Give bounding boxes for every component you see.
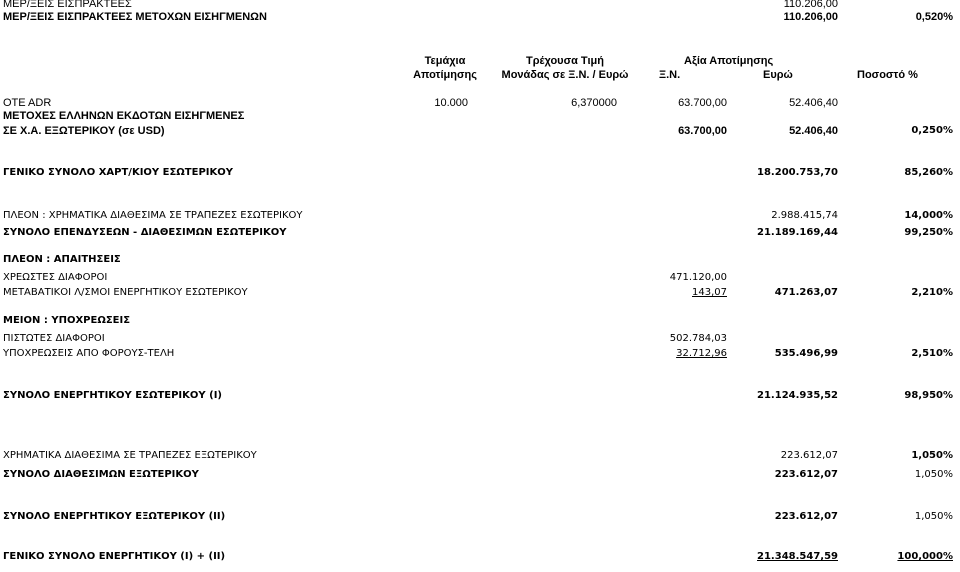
ote-adr-fx-value: 63.700,00: [678, 97, 727, 109]
creditors-value: 502.784,03: [669, 333, 727, 344]
grand-total-percent: 100,000%: [897, 551, 953, 562]
tax-liabilities-label: ΥΠΟΧΡΕΩΣΕΙΣ ΑΠΟ ΦΟΡΟΥΣ-ΤΕΛΗ: [3, 348, 175, 359]
ote-adr-quantity: 10.000: [434, 97, 468, 109]
domestic-assets-percent: 98,950%: [904, 390, 953, 401]
top-line-2-percent: 0,520%: [915, 11, 953, 23]
grand-total-value: 21.348.547,59: [757, 551, 838, 562]
receivables-heading: ΠΛΕΟΝ : ΑΠΑΙΤΗΣΕΙΣ: [3, 254, 121, 265]
tax-liabilities-value: 32.712,96: [676, 348, 727, 359]
ote-adr-eur-value: 52.406,40: [789, 97, 838, 109]
foreign-listed-fx-value: 63.700,00: [678, 125, 727, 137]
creditors-label: ΠΙΣΤΩΤΕΣ ΔΙΑΦΟΡΟΙ: [3, 333, 105, 344]
foreign-listed-label-2: ΣΕ Χ.Α. ΕΞΩΤΕΡΙΚΟΥ (σε USD): [3, 125, 165, 137]
header-value-fx: Ξ.Ν.: [659, 69, 681, 81]
investments-total-percent: 99,250%: [904, 227, 953, 238]
plus-cash-percent: 14,000%: [904, 210, 953, 221]
general-total-value: 18.200.753,70: [757, 167, 838, 178]
receivables-total-percent: 2,210%: [911, 287, 953, 298]
foreign-cash-label: ΧΡΗΜΑΤΙΚΑ ΔΙΑΘΕΣΙΜΑ ΣΕ ΤΡΑΠΕΖΕΣ ΕΞΩΤΕΡΙΚΟΥ: [3, 450, 257, 461]
foreign-listed-label-1: ΜΕΤΟΧΕΣ ΕΛΛΗΝΩΝ ΕΚΔΟΤΩΝ ΕΙΣΗΓΜΕΝΕΣ: [3, 110, 245, 122]
transit-accounts-value: 143,07: [692, 287, 727, 298]
foreign-listed-percent: 0,250%: [911, 125, 953, 136]
foreign-cash-percent: 1,050%: [911, 450, 953, 461]
debtors-value: 471.120,00: [669, 272, 727, 283]
receivables-total-value: 471.263,07: [774, 287, 838, 298]
plus-cash-label: ΠΛΕΟΝ : ΧΡΗΜΑΤΙΚΑ ΔΙΑΘΕΣΙΜΑ ΣΕ ΤΡΑΠΕΖΕΣ ΕΣΩΤΕΡΙΚΟΥ: [3, 210, 303, 221]
foreign-cash-total-value: 223.612,07: [774, 469, 838, 480]
ote-adr-price: 6,370000: [571, 97, 617, 109]
domestic-assets-value: 21.124.935,52: [757, 390, 838, 401]
foreign-assets-label: ΣΥΝΟΛΟ ΕΝΕΡΓΗΤΙΚΟΥ ΕΞΩΤΕΡΙΚΟΥ (ΙΙ): [3, 511, 226, 522]
header-quantity-1: Τεμάχια: [424, 55, 466, 67]
foreign-cash-total-percent: 1,050%: [914, 469, 953, 480]
top-line-2-label: ΜΕΡ/ΞΕΙΣ ΕΙΣΠΡΑΚΤΕΕΣ ΜΕΤΟΧΩΝ ΕΙΣΗΓΜΕΝΩΝ: [3, 11, 267, 23]
header-price-1: Τρέχουσα Τιμή: [526, 55, 604, 67]
liabilities-total-percent: 2,510%: [911, 348, 953, 359]
debtors-label: ΧΡΕΩΣΤΕΣ ΔΙΑΦΟΡΟΙ: [3, 272, 108, 283]
header-value-eur: Ευρώ: [763, 69, 793, 81]
liabilities-total-value: 535.496,99: [774, 348, 838, 359]
domestic-assets-label: ΣΥΝΟΛΟ ΕΝΕΡΓΗΤΙΚΟΥ ΕΣΩΤΕΡΙΚΟΥ (Ι): [3, 390, 222, 401]
foreign-listed-eur-value: 52.406,40: [789, 125, 838, 137]
general-total-percent: 85,260%: [904, 167, 953, 178]
foreign-cash-total-label: ΣΥΝΟΛΟ ΔΙΑΘΕΣΙΜΩΝ ΕΞΩΤΕΡΙΚΟΥ: [3, 469, 199, 480]
header-value-1: Αξία Αποτίμησης: [684, 55, 774, 67]
top-line-1-label: ΜΕΡ/ΞΕΙΣ ΕΙΣΠΡΑΚΤΕΕΣ: [3, 0, 132, 10]
investments-total-label: ΣΥΝΟΛΟ ΕΠΕΝΔΥΣΕΩΝ - ΔΙΑΘΕΣΙΜΩΝ ΕΣΩΤΕΡΙΚΟΥ: [3, 227, 287, 238]
plus-cash-value: 2.988.415,74: [771, 210, 838, 221]
investments-total-value: 21.189.169,44: [757, 227, 838, 238]
top-line-2-value: 110.206,00: [783, 11, 838, 23]
foreign-assets-value: 223.612,07: [774, 511, 838, 522]
liabilities-heading: ΜΕΙΟΝ : ΥΠΟΧΡΕΩΣΕΙΣ: [3, 315, 131, 326]
ote-adr-label: OTE ADR: [3, 97, 52, 109]
grand-total-label: ΓΕΝΙΚΟ ΣΥΝΟΛΟ ΕΝΕΡΓΗΤΙΚΟΥ (Ι) + (ΙΙ): [3, 551, 226, 562]
foreign-assets-percent: 1,050%: [914, 511, 953, 522]
general-total-label: ΓΕΝΙΚΟ ΣΥΝΟΛΟ ΧΑΡΤ/ΚΙΟΥ ΕΣΩΤΕΡΙΚΟΥ: [3, 167, 233, 178]
header-quantity-2: Αποτίμησης: [413, 69, 477, 81]
transit-accounts-label: ΜΕΤΑΒΑΤΙΚΟΙ Λ/ΣΜΟΙ ΕΝΕΡΓΗΤΙΚΟΥ ΕΣΩΤΕΡΙΚΟΥ: [3, 287, 248, 298]
top-line-1-value: 110.206,00: [783, 0, 838, 10]
foreign-cash-value: 223.612,07: [780, 450, 838, 461]
header-price-2: Μονάδας σε Ξ.Ν. / Ευρώ: [501, 69, 629, 81]
header-percent: Ποσοστό %: [857, 69, 918, 81]
